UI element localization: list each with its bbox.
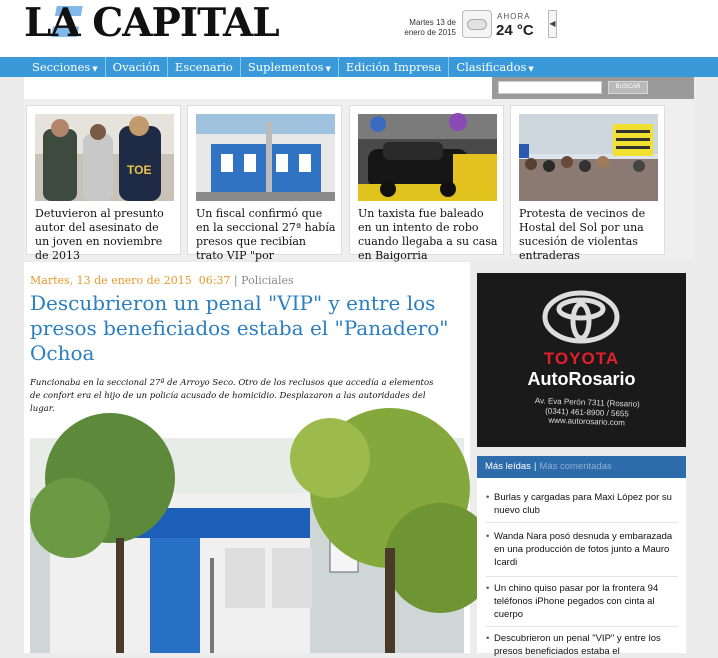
toyota-logo-icon [541,289,621,345]
current-date: Martes 13 de enero de 2015 [404,18,456,37]
article-time: 06:37 [198,274,231,287]
cloud-icon [462,10,492,38]
story-photo[interactable] [35,114,174,201]
story-card[interactable] [187,105,342,262]
nav-item-edicion-impresa[interactable]: Edición Impresa [339,57,449,77]
ad-dealer: AutoRosario [527,369,636,389]
list-item[interactable]: • Descubrieron un penal "VIP" y entre los presos beneficiados estaba el [486,632,678,658]
story-title[interactable]: Protesta de vecinos de Hostal del Sol por una sucesión de violentas entraderas [519,207,646,262]
popular-tabs: Más leídas | Más comentadas [477,456,686,478]
story-card[interactable] [349,105,504,262]
search-button[interactable]: BUSCAR [608,81,648,94]
article-meta [30,274,294,287]
weather-label: AHORA [497,12,531,21]
story-photo[interactable] [196,114,335,201]
caret-down-icon: ▼ [528,65,534,73]
list-divider [486,626,678,627]
tab-mas-comentadas[interactable]: Más comentadas [539,461,612,472]
ad-address: Av. Eva Perón 7311 (Rosario) (0341) 461-8900 / 5655 www.autorosario.com [534,396,640,428]
story-card[interactable] [26,105,181,262]
story-card[interactable] [510,105,665,262]
story-title[interactable]: Un taxista fue baleado en un intento de robo cuando llegaba a su casa en Baigorria [358,207,498,262]
main-nav [0,57,718,77]
nav-item-secciones[interactable]: Secciones ▼ [25,57,106,77]
caret-down-icon: ▼ [325,65,331,73]
story-photo[interactable] [358,114,497,201]
list-divider [486,522,678,523]
story-photo[interactable] [519,114,658,201]
nav-item-suplementos[interactable]: Suplementos ▼ [241,57,339,77]
list-item[interactable]: • Wanda Nara posó desnuda y embarazada en una producción de fotos junto a Mauro Icardi [486,530,678,569]
site-logo[interactable] [24,0,279,46]
article-summary: Funcionaba en la seccional 27ª de Arroyo Seco. Otro de los reclusos que accedía a elementos de confort era el hijo de un policía acusado de homicidio. Desplazaron a las autoridades del lugar. [30,378,434,414]
story-title[interactable]: Detuvieron al presunto autor del asesinato de un joven en noviembre de 2013 [35,207,164,262]
nav-item-ovacion[interactable]: Ovación [106,57,168,77]
nav-item-clasificados[interactable]: Clasificados ▼ [456,60,534,74]
caret-down-icon: ▼ [92,65,98,73]
logo-text: LA CAPITAL [24,0,279,46]
article-section[interactable]: | Policiales [233,274,294,287]
chevron-left-icon[interactable]: ◀ [548,10,557,38]
list-item[interactable]: • Burlas y cargadas para Maxi López por su nuevo club [486,491,678,517]
article-headline: Descubrieron un penal "VIP" y entre los presos beneficiados estaba el "Panadero" Ochoa [30,291,449,365]
article-date: Martes, 13 de enero de 2015 [30,274,192,287]
search-input[interactable] [498,81,602,94]
temperature: 24 °C [496,22,534,39]
ad-brand: TOYOTA [543,349,620,368]
svg-text:TOE: TOE [127,163,152,177]
list-divider [486,576,678,577]
site-header [0,0,718,57]
nav-item-escenario[interactable]: Escenario [168,57,241,77]
tab-mas-leidas[interactable]: Más leídas [485,461,531,472]
toyota-ad[interactable] [477,273,686,447]
story-title[interactable]: Un fiscal confirmó que en la seccional 27ª había presos que recibían trato VIP "por [196,207,336,262]
list-item[interactable]: • Un chino quiso pasar por la frontera 94 teléfonos iPhone pegados con cinta al cuerpo [486,582,678,621]
article-photo[interactable] [30,438,464,653]
